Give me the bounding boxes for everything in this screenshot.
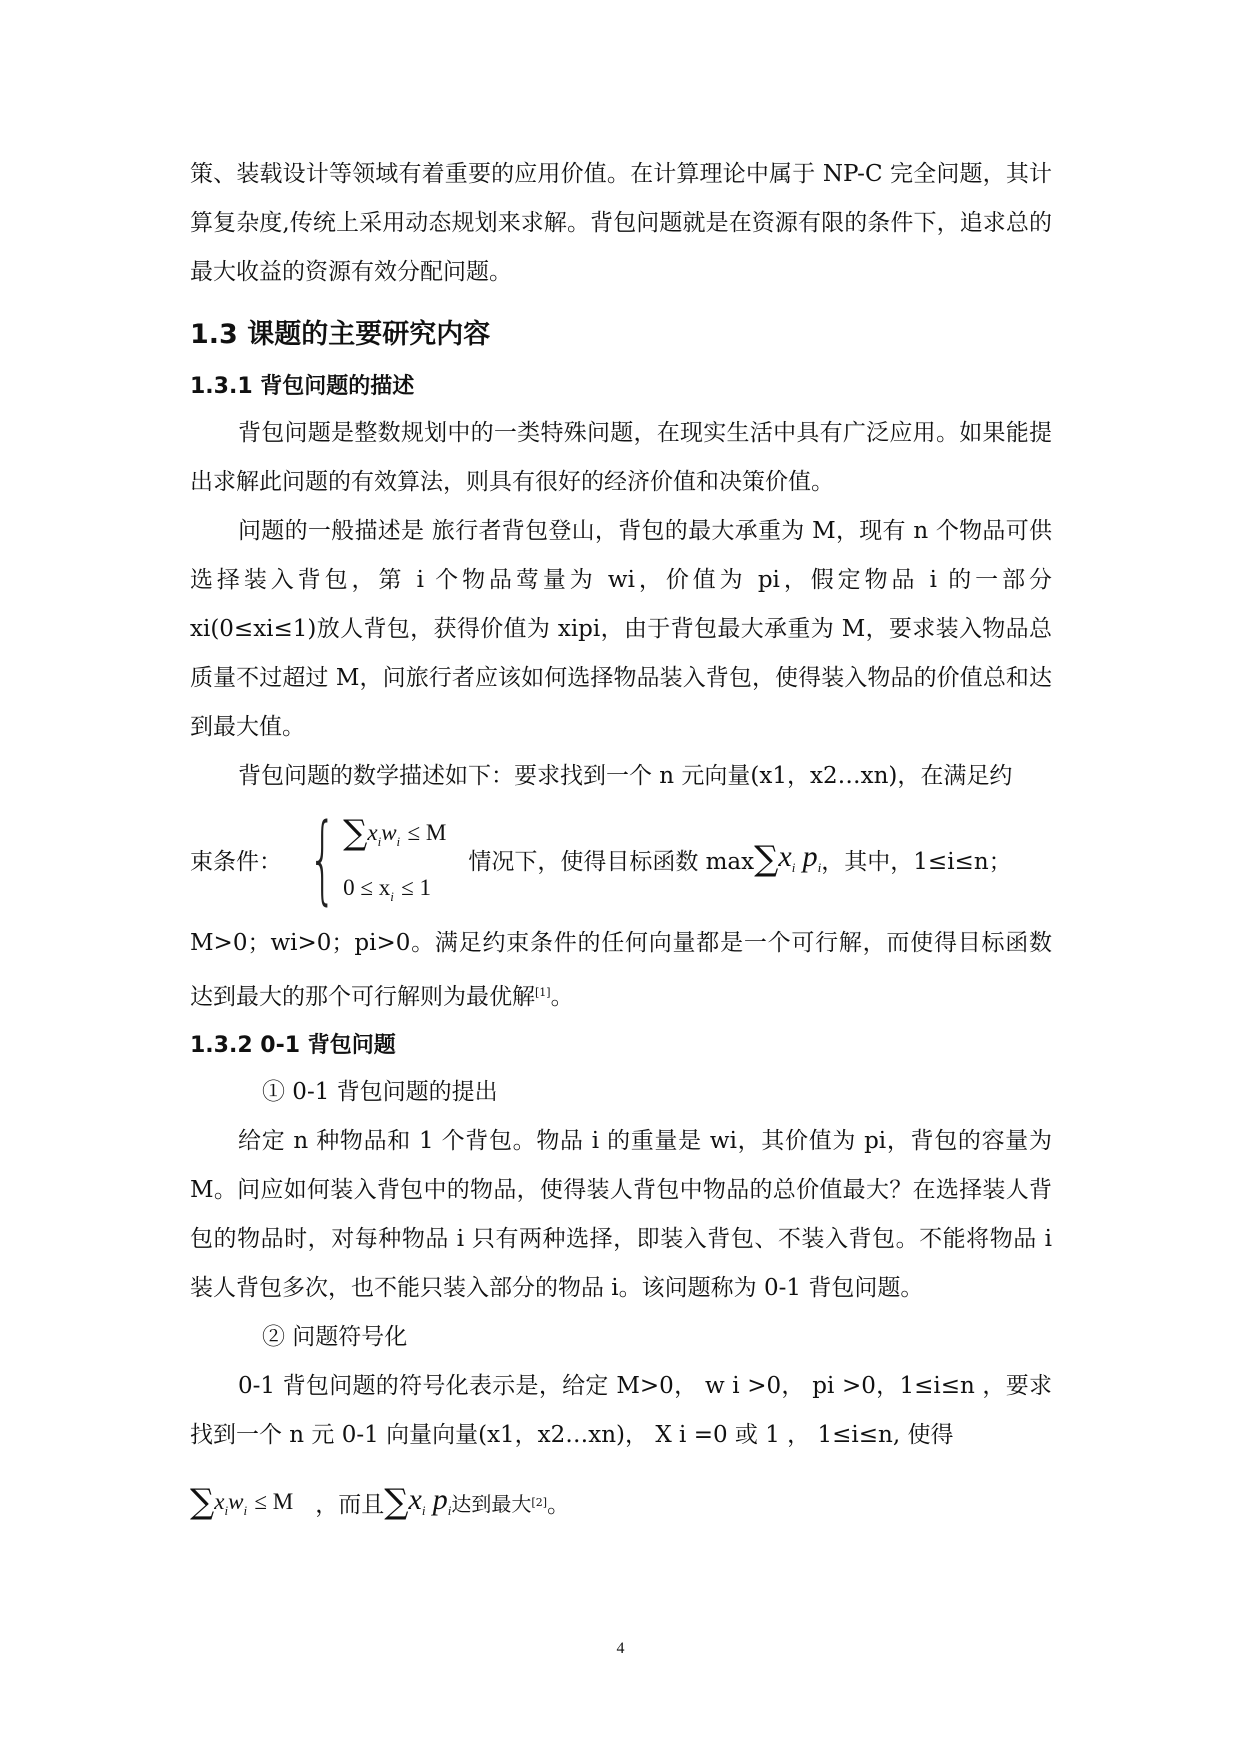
list-item-2: ② 问题符号化: [262, 1324, 408, 1350]
paragraph-01-knapsack: 给定 n 种物品和 1 个背包。物品 i 的重量是 wi，其价值为 pi，背包的容量为 M。问应如何装入背包中的物品，使得装人背包中物品的总价值最大？在选择装人背包的物品时，对每种物品 i 只有两种选择，即装入背包、不装入背包。不能将物品 i 装人背包多次，也不能只装入部分的物品 i。该问题称为 0-1 背包问题。: [190, 1128, 1052, 1301]
sum-symbol: ∑: [384, 1482, 409, 1522]
constraint-1-rhs: ≤ M: [407, 820, 447, 845]
constraint-cases: [292, 803, 447, 915]
constraint-expression: $\sum x_iw_i \le M$: [190, 1482, 294, 1522]
constraint-rhs: ≤ M: [254, 1489, 294, 1514]
cases-lines: [343, 813, 446, 905]
paragraph-feasible-solution: M>0；wi>0；pi>0。满足约束条件的任何向量都是一个可行解，而使得目标函数达到最大的那个可行解则为最优解[1]。: [190, 930, 1052, 1010]
formula-mid-text: 情况下，使得目标函数 max: [468, 848, 755, 875]
reference-mark: [2]: [531, 1495, 547, 1509]
constraint-line-2: $0 \le x_i \le 1$: [343, 875, 432, 904]
paragraph-symbolization: 0-1 背包问题的符号化表示是，给定 M>0， w i >0， pi >0，1≤i≤n ，要求找到一个 n 元 0-1 向量向量(x1，x2…xn)， X i =0 或 1 ， 1≤i≤n, 使得: [190, 1373, 1052, 1448]
list-item-1: ① 0-1 背包问题的提出: [262, 1079, 498, 1105]
page-content: [190, 150, 1052, 1538]
objective-formula: $\sum x_iw_i \le M$ ，而且 $\sum x_i$ $p_i$ 达到最大 [2] 。: [190, 1482, 570, 1522]
paragraph-math-description: 背包问题的数学描述如下：要求找到一个 n 元向量(x1，x2…xn)，在满足约: [238, 763, 1013, 789]
sum-symbol: ∑: [754, 839, 779, 879]
reference-mark: [1]: [535, 986, 551, 999]
paragraph-general-description: 问题的一般描述是 旅行者背包登山，背包的最大承重为 M，现有 n 个物品可供选择装入背包，第 i 个物品莺量为 wi，价值为 pi，假定物品 i 的一部分 xi(0≤xi≤1)放人背包，获得价值为 xipi，由于背包最大承重为 M，要求装入物品总质量不过超过 M，问旅行者应该如何选择物品装入背包，使得装入物品的价值总和达到最大值。: [190, 518, 1052, 740]
formula-tail-text: ，其中，1≤i≤n；: [821, 848, 1012, 875]
left-brace: {: [308, 803, 337, 915]
objective-function: $\sum x_i$ $p_i$: [754, 839, 822, 879]
section-heading-1-3: 1.3 课题的主要研究内容: [190, 319, 491, 350]
formula-mid-text: ，而且: [315, 1491, 385, 1518]
constraint-formula: [190, 805, 1052, 913]
objective-expression: $\sum x_i$ $p_i$: [384, 1482, 452, 1522]
constraint-2-lhs: 0 ≤ x: [343, 875, 391, 900]
paragraph-knapsack-intro: 背包问题是整数规划中的一类特殊问题，在现实生活中具有广泛应用。如果能提出求解此问题的有效算法，则具有很好的经济价值和决策价值。: [190, 420, 1052, 495]
section-heading-1-3-1: 1.3.1 背包问题的描述: [190, 374, 415, 399]
section-heading-1-3-2: 1.3.2 0-1 背包问题: [190, 1033, 396, 1058]
formula-tail-text: 达到最大: [451, 1491, 532, 1516]
constraint-2-rhs: ≤ 1: [401, 875, 432, 900]
constraint-line-1: $\sum x_iw_i \le M$: [343, 813, 447, 853]
sum-symbol: ∑: [190, 1482, 215, 1522]
sum-symbol: ∑: [343, 813, 368, 853]
intro-paragraph: 策、装载设计等领域有着重要的应用价值。在计算理论中属于 NP-C 完全问题，其计算复杂度,传统上采用动态规划来求解。背包问题就是在资源有限的条件下，追求总的最大收益的资源有效分配问题。: [190, 161, 1052, 285]
formula-lead-text: 束条件：: [190, 848, 282, 875]
page-number: 4: [616, 1640, 625, 1657]
